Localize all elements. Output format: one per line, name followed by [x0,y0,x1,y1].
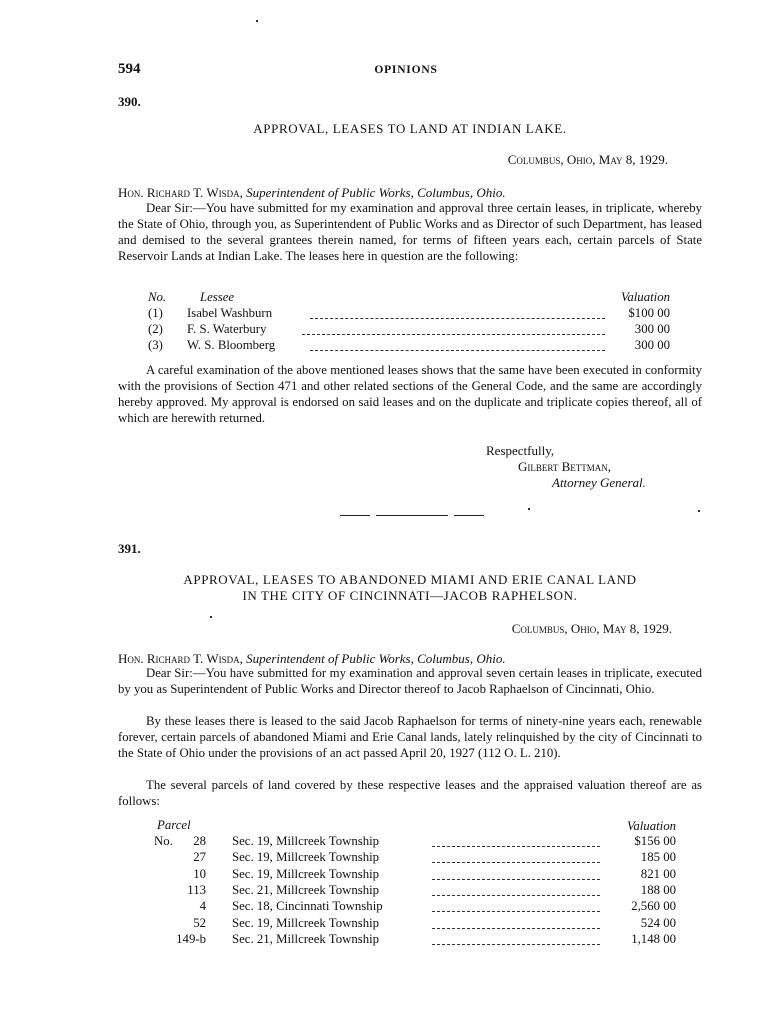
body-paragraph: The several parcels of land covered by these respective leases and the appraised valuation thereof are as follows: [118,778,702,808]
parcel-location: Sec. 21, Millcreek Township [232,931,380,946]
dateline: Columbus, Ohio, May 8, 1929. [511,621,672,636]
addressee [118,185,506,201]
addressee-role: Superintendent of Public Works, Columbus, Ohio. [246,651,506,666]
row-lessee: W. S. Bloomberg [187,338,276,352]
parcel-number: 28 [193,834,206,848]
parcel-valuation: 188 00 [640,882,676,897]
parcel-number: 113 [187,882,206,897]
parcel-valuation: 1,148 00 [631,931,676,946]
table-header-valuation: Valuation [626,819,676,833]
parcel-valuation: 2,560 00 [631,899,676,914]
row-no: (2) [148,322,163,336]
dot-leader [432,944,600,945]
opinion-title [118,572,702,604]
dot-leader [310,350,605,351]
title-line: APPROVAL, LEASES TO ABANDONED MIAMI AND ERIE CANAL LAND [183,572,637,587]
addressee-role: Superintendent of Public Works, Columbus, Ohio. [246,185,506,200]
dot-leader [432,928,600,929]
parcel-number: 149-b [176,931,206,946]
speck [698,510,700,512]
separator-rule [376,515,448,516]
row-valuation: 300 00 [634,338,670,352]
parcel-valuation: 821 00 [640,866,676,881]
parcel-location: Sec. 18, Cincinnati Township [232,899,383,914]
row-valuation: $100 00 [628,306,670,320]
opinion-title: APPROVAL, LEASES TO LAND AT INDIAN LAKE. [253,121,567,136]
dot-leader [432,879,600,880]
speck [256,20,258,22]
row-no: (3) [148,338,163,352]
dot-leader [310,318,605,319]
speck [528,508,530,510]
row-lessee: F. S. Waterbury [187,322,267,336]
body-paragraph: A careful examination of the above mentioned leases shows that the same have been executed in conformity with the provisions of Section 471 and other related sections of the General Code, and the same are accordingly hereby approved. My approval is endorsed on said leases and on the duplicate and triplicate copies thereof, all of which are herewith returned. [118,363,702,425]
separator-rule [340,515,370,516]
parcel-location: Sec. 19, Millcreek Township [232,850,380,865]
table-header-lessee: Lessee [200,290,235,304]
closing: Respectfully, [486,443,555,458]
parcel-number: 27 [193,850,206,865]
parcel-valuation: 524 00 [640,915,676,930]
parcel-number: 10 [193,866,206,881]
parcel-number: 4 [199,899,206,914]
dot-leader [432,846,600,847]
body-paragraph: Dear Sir:—You have submitted for my examination and approval seven certain leases in triplicate, executed by you as Superintendent of Public Works and Director thereof to Jacob Raphaelson of Cincinnati, Ohio. [118,666,702,696]
running-title: OPINIONS [374,64,438,76]
dot-leader [432,895,600,896]
signer-title: Attorney General. [552,475,646,490]
body-paragraph: Dear Sir:—You have submitted for my examination and approval three certain leases, in triplicate, whereby the State of Ohio, through you, as Superintendent of Public Works and as Director of such Department, has leased and demised to the several grantees therein named, for terms of fifteen years each, certain parcels of State Reservoir Lands at Indian Lake. The leases here in question are the following: [118,201,702,263]
addressee-name: Hon. Richard T. Wisda, [118,185,243,200]
parcel-location: Sec. 19, Millcreek Township [232,834,380,848]
no-prefix: No. [154,834,173,848]
title-line: IN THE CITY OF CINCINNATI—JACOB RAPHELSON. [242,588,578,603]
opinion-number: 390. [118,94,141,109]
row-lessee: Isabel Washburn [187,306,273,320]
addressee-name: Hon. Richard T. Wisda, [118,651,243,666]
parcel-valuation: 185 00 [640,850,676,865]
parcel-location: Sec. 19, Millcreek Township [232,915,380,930]
parcel-location: Sec. 21, Millcreek Township [232,882,380,897]
parcel-location: Sec. 19, Millcreek Township [232,866,380,881]
dot-leader [302,334,605,335]
table-header-no: No. [148,290,167,304]
speck [210,616,212,618]
row-valuation: 300 00 [634,322,670,336]
row-no: (1) [148,306,163,320]
separator-rule [454,515,484,516]
addressee [118,651,506,667]
parcel-number: 52 [193,915,206,930]
dot-leader [432,911,600,912]
dot-leader [432,862,600,863]
body-paragraph: By these leases there is leased to the said Jacob Raphaelson for terms of ninety-nine years each, renewable forever, certain parcels of abandoned Miami and Erie Canal lands, lately relinquished by the city of Cincinnati to the State of Ohio under the provisions of an act passed April 20, 1927 (112 O. L. 210). [118,714,702,760]
signer-name: Gilbert Bettman, [518,459,612,474]
dateline: Columbus, Ohio, May 8, 1929. [507,152,668,167]
opinion-number: 391. [118,541,141,556]
parcel-valuation: $156 00 [634,834,676,848]
page-number: 594 [118,61,141,77]
table-header-valuation: Valuation [620,290,670,304]
table-header-parcel: Parcel [157,818,191,832]
